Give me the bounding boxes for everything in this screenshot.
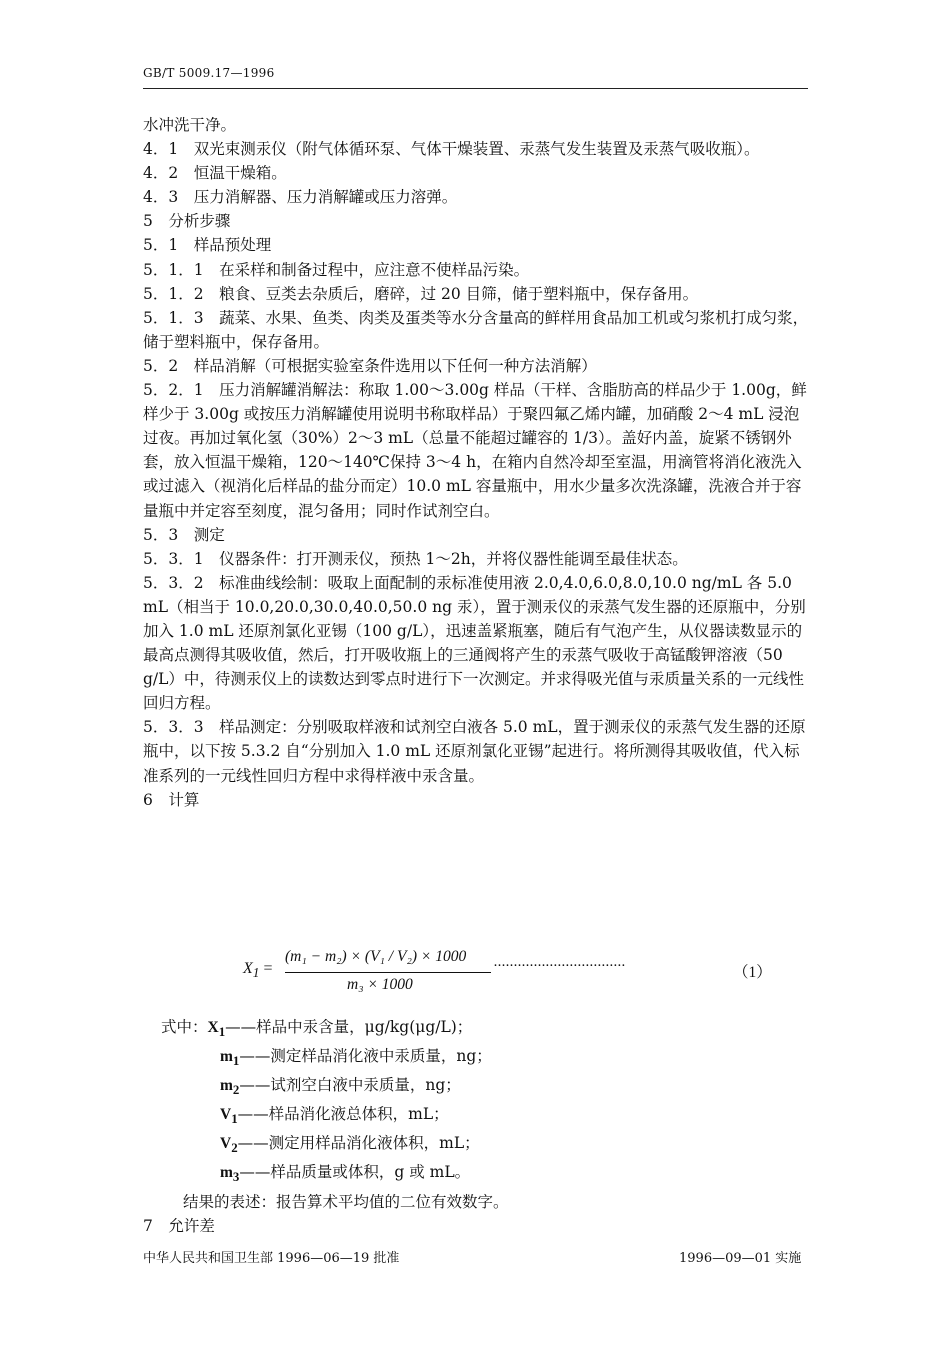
paragraph-5-3-3: 5．3．3 样品测定：分别吸取样液和试剂空白液各 5.0 mL，置于测汞仪的汞蒸气发生器的还原瓶中，以下按 5.3.2 自“分别加入 1.0 mL 还原剂氯化亚锡”起进行。将所测得其吸收值，代入标准系列的一元线性回归方程中求得样液中汞含量。 [143, 718, 806, 785]
variable-row-m2 [143, 1073, 811, 1102]
variable-row-v1 [143, 1102, 811, 1131]
formula-equals: = [263, 960, 273, 977]
paragraph-5-1-1: 5．1．1 在采样和制备过程中，应注意不使样品污染。 [143, 260, 530, 279]
document-header: GB/T 5009.17—1996 [143, 66, 275, 80]
paragraph-4-2: 4．2 恒温干燥箱。 [143, 164, 287, 183]
formula-leader-dots: ································· [493, 958, 625, 974]
formula-lhs [243, 960, 272, 981]
var-description: ——样品质量或体积，g 或 mL。 [239, 1163, 471, 1182]
variable-row-x1 [143, 1015, 811, 1044]
var-subscript: 1 [232, 1053, 240, 1069]
paragraph-rinse: 水冲洗干净。 [143, 116, 237, 134]
var-symbol: m [220, 1164, 233, 1182]
var-description: ——测定样品消化液中汞质量，ng； [239, 1047, 492, 1066]
var-subscript: 2 [232, 1082, 240, 1098]
var-subscript: 3 [232, 1169, 240, 1185]
variable-row-m3 [143, 1160, 811, 1189]
calculation-formula [243, 946, 783, 1002]
var-symbol: X [207, 1019, 219, 1036]
paragraph-5-1-3: 5．1．3 蔬菜、水果、鱼类、肉类及蛋类等水分含量高的鲜样用食品加工机或匀浆机打成匀浆，储于塑料瓶中，保存备用。 [143, 308, 809, 351]
paragraph-5-2-1: 5．2．1 压力消解罐消解法：称取 1.00～3.00g 样品（干样、含脂肪高的样品少于 1.00g，鲜样少于 3.00g 或按压力消解罐使用说明书称取样品）于聚四氟乙烯内罐，加硝酸 2～4 mL 浸泡过夜。再加过氧化氢（30%）2～3 mL（总量不能超过罐容的 1/3）。盖好内盖，旋紧不锈钢外套，放入恒温干燥箱，120～140℃保持 3～4 h，在箱内自然冷却至室温，用滴管将消化液洗入或过滤入（视消化后样品的盐分而定）10.0 mL 容量瓶中，用水少量多次洗涤罐，洗液合并于容量瓶中并定容至刻度，混匀备用；同时作试剂空白。 [143, 381, 807, 520]
formula-denominator: m₃ × 1000 [347, 976, 413, 993]
header-rule [143, 88, 808, 89]
section-5-3-heading: 5．3 测定 [143, 525, 225, 544]
formula-lhs-sub: 1 [252, 965, 260, 981]
section-5-2-heading: 5．2 样品消解（可根据实验室条件选用以下任何一种方法消解） [143, 356, 597, 375]
var-symbol: m [220, 1048, 233, 1066]
variable-definitions [143, 1015, 811, 1238]
fraction-bar [285, 972, 491, 973]
paragraph-5-3-2: 5．3．2 标准曲线绘制：吸取上面配制的汞标准使用液 2.0,4.0,6.0,8.0,10.0 ng/mL 各 5.0 mL（相当于 10.0,20.0,30.0,40.0,50.0 ng 汞），置于测汞仪的汞蒸气发生器的还原瓶中，分别加入 1.0 mL 还原剂氯化亚锡（100 g/L），迅速盖紧瓶塞，随后有气泡产生，从仪器读数显示的最高点测得其吸收值，然后，打开吸收瓶上的三通阀将产生的汞蒸气吸收于高锰酸钾溶液（50 g/L）中，待测汞仪上的读数达到零点时进行下一次测定。并求得吸光值与汞质量关系的一元线性回归方程。 [143, 573, 806, 713]
var-symbol: V [220, 1135, 232, 1153]
paragraph-4-3: 4．3 压力消解器、压力消解罐或压力溶弹。 [143, 188, 458, 207]
var-description: ——测定用样品消化液体积，mL； [237, 1134, 480, 1153]
variables-lead: 式中： [161, 1018, 208, 1036]
footer-approval: 中华人民共和国卫生部 1996—06—19 批准 [143, 1251, 400, 1266]
section-5-heading: 5 分析步骤 [143, 212, 231, 231]
paragraph-5-3-1: 5．3．1 仪器条件：打开测汞仪，预热 1～2h，并将仪器性能调至最佳状态。 [143, 549, 688, 568]
section-7-heading: 7 允许差 [143, 1216, 215, 1235]
formula-number: （1） [733, 964, 772, 981]
var-description: ——试剂空白液中汞质量，ng； [239, 1076, 461, 1095]
var-symbol: V [220, 1106, 232, 1124]
section-6-heading: 6 计算 [143, 790, 200, 809]
formula-numerator: (m₁ − m₂) × (V₁ / V₂) × 1000 [285, 948, 467, 965]
footer-implementation: 1996—09—01 实施 [679, 1251, 802, 1266]
variable-row-v2 [143, 1131, 811, 1160]
var-subscript: 2 [231, 1140, 238, 1156]
var-description: ——样品消化液总体积，mL； [237, 1105, 449, 1124]
variable-row-m1 [143, 1044, 811, 1073]
var-subscript: 1 [231, 1111, 238, 1127]
var-description: ——样品中汞含量，μg/kg(μg/L)； [225, 1018, 473, 1036]
document-body [143, 113, 811, 812]
var-subscript: 1 [218, 1024, 226, 1040]
paragraph-5-1-2: 5．1．2 粮食、豆类去杂质后，磨碎，过 20 目筛，储于塑料瓶中，保存备用。 [143, 284, 699, 303]
var-symbol: m [220, 1077, 233, 1095]
paragraph-4-1: 4．1 双光束测汞仪（附气体循环泵、气体干燥装置、汞蒸气发生装置及汞蒸气吸收瓶）。 [143, 140, 760, 159]
section-5-1-heading: 5．1 样品预处理 [143, 236, 272, 255]
formula-lhs-var: X [243, 960, 253, 977]
result-expression: 结果的表述：报告算术平均值的二位有效数字。 [183, 1192, 509, 1211]
